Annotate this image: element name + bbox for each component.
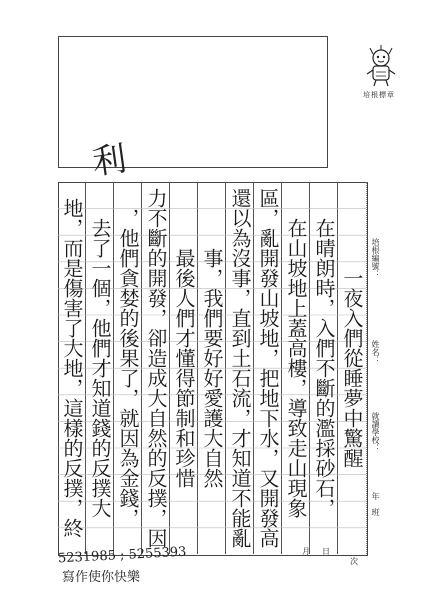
mascot-icon xyxy=(362,44,400,88)
text-column: 事，我們要好好愛護大自然 xyxy=(200,248,224,488)
text-column: 力不斷的開發，卻造成大自然的反撲，因 xyxy=(144,188,168,548)
text-column: 最後人們才懂得節制和珍惜 xyxy=(172,248,196,488)
footer-month: 月 xyxy=(302,547,310,556)
text-column: 一夜入們從睡夢中驚醒 xyxy=(340,268,364,468)
footer-slogan: 寫作使你快樂 xyxy=(62,570,141,585)
stamp-label: 培根標章 xyxy=(363,91,395,99)
footer-seq-label: 次 xyxy=(350,557,358,566)
mascot-stamp xyxy=(362,44,400,88)
grade-label: 年 班 xyxy=(371,492,380,516)
serial-label: 培根編號： xyxy=(371,238,380,278)
text-column: 地，而是傷害了大地，這樣的反撲，終 xyxy=(60,198,84,538)
text-column: 區，亂開發山坡地，把地下水，又開發高 xyxy=(256,188,280,548)
text-column: 還以為沒事，直到土石流，才知道不能亂 xyxy=(228,188,252,548)
grade-mark: 利 xyxy=(89,138,130,184)
text-column: 在晴朗時，入們不斷的濫採砂石， xyxy=(312,218,336,518)
margin-line xyxy=(366,182,368,554)
footer-numbers: 5231985 ; 5255393 xyxy=(57,544,187,567)
name-label: 姓名： xyxy=(371,340,380,364)
footer-day: 日 xyxy=(322,547,330,556)
text-column: 去了一個，他們才知道錢的反撲大 xyxy=(88,218,112,518)
school-label: 就讀學校： xyxy=(371,412,380,452)
text-column: 在山坡地上蓋高樓，導致走山現象 xyxy=(284,218,308,518)
text-column: ，他們貪婪的後果了，就因為金錢， xyxy=(116,208,140,528)
